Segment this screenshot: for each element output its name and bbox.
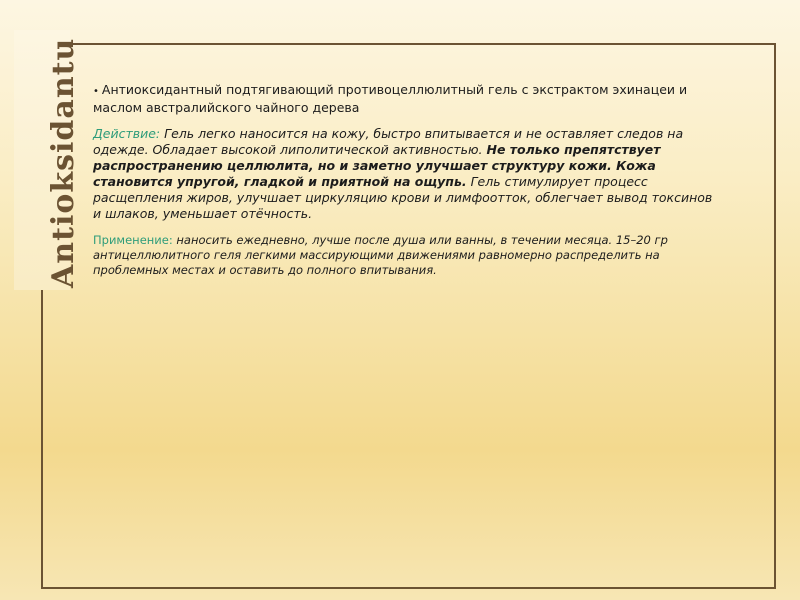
bullet-icon: • bbox=[93, 86, 99, 97]
usage-paragraph bbox=[93, 233, 723, 278]
usage-text: наносить ежедневно, лучше после душа или ванны, в течении месяца. 15–20 гр антицеллюлитного геля легкими массирующими движениями равномерно распределить на проблемных местах и оставить до полного впитывания. bbox=[93, 233, 668, 277]
action-text-2: Гель стимулирует процесс расщепления жиров, улучшает циркуляцию крови и лимфоотток, облегчает вывод токсинов и шлаков, уменьшает отёчность. bbox=[93, 174, 713, 221]
usage-label: Применение: bbox=[93, 233, 173, 247]
product-heading bbox=[93, 82, 723, 116]
action-paragraph bbox=[93, 126, 723, 222]
action-text-bold: Не только препятствует распространению целлюлита, но и заметно улучшает структуру кожи. Кожа становится упругой, гладкой и приятной на ощупь. bbox=[93, 142, 661, 189]
side-title: Antioksidantu bbox=[46, 37, 81, 288]
action-label: Действие: bbox=[93, 126, 161, 141]
product-heading-text: Антиоксидантный подтягивающий противоцеллюлитный гель с экстрактом эхинацеи и маслом австралийского чайного дерева bbox=[93, 82, 688, 115]
action-text-1: Гель легко наносится на кожу, быстро впитывается и не оставляет следов на одежде. Обладает высокой липолитической активностью. bbox=[93, 126, 684, 157]
slide-content bbox=[93, 82, 723, 278]
